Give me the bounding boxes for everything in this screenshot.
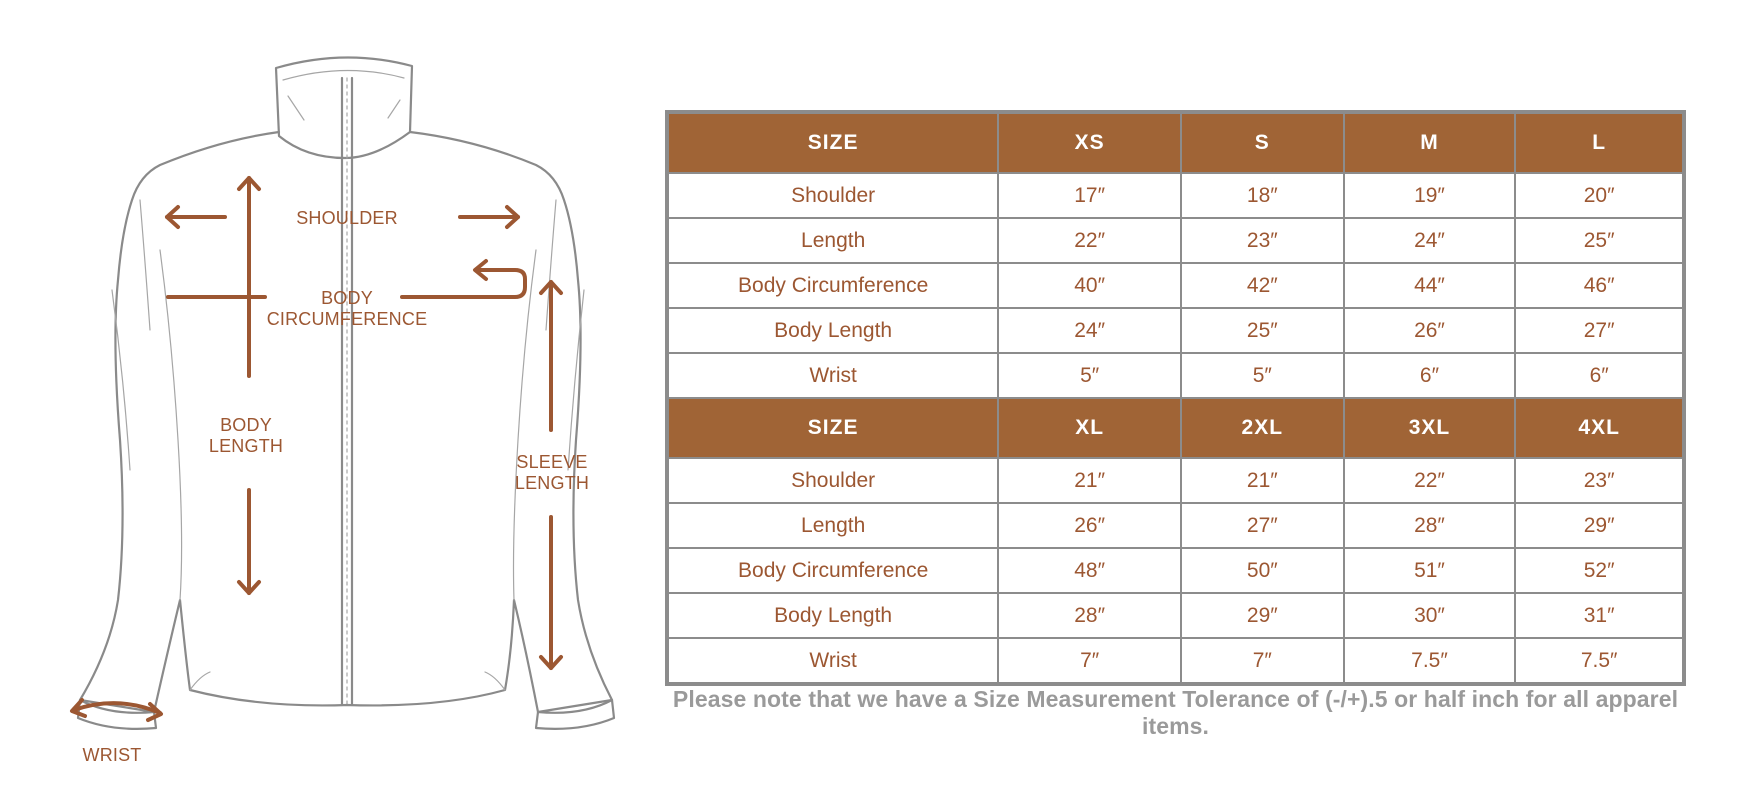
table-row xyxy=(667,638,1684,684)
measurement-value-cell: 7″ xyxy=(1181,638,1344,684)
measurement-value-cell: 26″ xyxy=(1344,308,1516,353)
table-row xyxy=(667,503,1684,548)
measurement-value-cell: 23″ xyxy=(1181,218,1344,263)
sleeve-length-label: SLEEVE LENGTH xyxy=(514,452,590,493)
measurement-value-cell: 20″ xyxy=(1515,173,1684,218)
size-header-label: SIZE xyxy=(667,112,998,173)
measurement-name-cell: Body Circumference xyxy=(667,548,998,593)
measurement-value-cell: 21″ xyxy=(998,458,1181,503)
measurement-value-cell: 6″ xyxy=(1344,353,1516,398)
measurement-value-cell: 48″ xyxy=(998,548,1181,593)
table-row xyxy=(667,548,1684,593)
measurement-name-cell: Wrist xyxy=(667,638,998,684)
jacket-illustration xyxy=(0,0,660,801)
size-header-cell: M xyxy=(1344,112,1516,173)
body-length-label: BODY LENGTH xyxy=(208,415,284,456)
table-row xyxy=(667,173,1684,218)
measurement-name-cell: Length xyxy=(667,503,998,548)
measurement-value-cell: 25″ xyxy=(1181,308,1344,353)
measurement-value-cell: 31″ xyxy=(1515,593,1684,638)
measurement-value-cell: 22″ xyxy=(998,218,1181,263)
measurement-value-cell: 40″ xyxy=(998,263,1181,308)
measurement-value-cell: 24″ xyxy=(1344,218,1516,263)
size-header-row xyxy=(667,398,1684,458)
table-row xyxy=(667,458,1684,503)
body-circumference-label: BODY CIRCUMFERENCE xyxy=(266,288,428,329)
size-header-cell: 4XL xyxy=(1515,398,1684,458)
table-row xyxy=(667,263,1684,308)
measurement-value-cell: 30″ xyxy=(1344,593,1516,638)
measurement-value-cell: 18″ xyxy=(1181,173,1344,218)
measurement-value-cell: 27″ xyxy=(1515,308,1684,353)
measurement-value-cell: 24″ xyxy=(998,308,1181,353)
measurement-name-cell: Body Length xyxy=(667,593,998,638)
size-header-label: SIZE xyxy=(667,398,998,458)
measurement-value-cell: 29″ xyxy=(1181,593,1344,638)
measurement-name-cell: Wrist xyxy=(667,353,998,398)
measurement-value-cell: 5″ xyxy=(998,353,1181,398)
measurement-value-cell: 25″ xyxy=(1515,218,1684,263)
measurement-value-cell: 6″ xyxy=(1515,353,1684,398)
measurement-value-cell: 19″ xyxy=(1344,173,1516,218)
zipper xyxy=(342,78,352,705)
measurement-value-cell: 23″ xyxy=(1515,458,1684,503)
measurement-value-cell: 21″ xyxy=(1181,458,1344,503)
size-header-cell: 2XL xyxy=(1181,398,1344,458)
measurement-value-cell: 29″ xyxy=(1515,503,1684,548)
measurement-name-cell: Length xyxy=(667,218,998,263)
table-row xyxy=(667,593,1684,638)
wrist-label: WRIST xyxy=(82,745,142,765)
measurement-value-cell: 28″ xyxy=(998,593,1181,638)
measurement-name-cell: Body Length xyxy=(667,308,998,353)
body-length-arrow xyxy=(239,178,259,593)
measurement-value-cell: 5″ xyxy=(1181,353,1344,398)
measurement-value-cell: 7″ xyxy=(998,638,1181,684)
size-header-cell: XL xyxy=(998,398,1181,458)
measurement-value-cell: 44″ xyxy=(1344,263,1516,308)
size-header-cell: S xyxy=(1181,112,1344,173)
size-header-row xyxy=(667,112,1684,173)
measurement-value-cell: 50″ xyxy=(1181,548,1344,593)
size-chart-body xyxy=(667,112,1684,684)
size-header-cell: L xyxy=(1515,112,1684,173)
size-header-cell: 3XL xyxy=(1344,398,1516,458)
shoulder-label: SHOULDER xyxy=(296,208,398,228)
measurement-value-cell: 17″ xyxy=(998,173,1181,218)
measurement-value-cell: 22″ xyxy=(1344,458,1516,503)
measurement-value-cell: 46″ xyxy=(1515,263,1684,308)
measurement-value-cell: 7.5″ xyxy=(1515,638,1684,684)
measurement-value-cell: 52″ xyxy=(1515,548,1684,593)
measurement-value-cell: 26″ xyxy=(998,503,1181,548)
measurement-value-cell: 42″ xyxy=(1181,263,1344,308)
measurement-name-cell: Body Circumference xyxy=(667,263,998,308)
measurement-value-cell: 28″ xyxy=(1344,503,1516,548)
size-header-cell: XS xyxy=(998,112,1181,173)
measurement-value-cell: 51″ xyxy=(1344,548,1516,593)
measurement-value-cell: 7.5″ xyxy=(1344,638,1516,684)
table-row xyxy=(667,308,1684,353)
table-row xyxy=(667,218,1684,263)
size-chart-table xyxy=(665,110,1686,686)
table-row xyxy=(667,353,1684,398)
measurement-name-cell: Shoulder xyxy=(667,458,998,503)
measurement-name-cell: Shoulder xyxy=(667,173,998,218)
jacket-diagram xyxy=(0,0,660,801)
tolerance-note: Please note that we have a Size Measurement Tolerance of (-/+).5 or half inch for all apparel items. xyxy=(672,686,1679,739)
measurement-value-cell: 27″ xyxy=(1181,503,1344,548)
